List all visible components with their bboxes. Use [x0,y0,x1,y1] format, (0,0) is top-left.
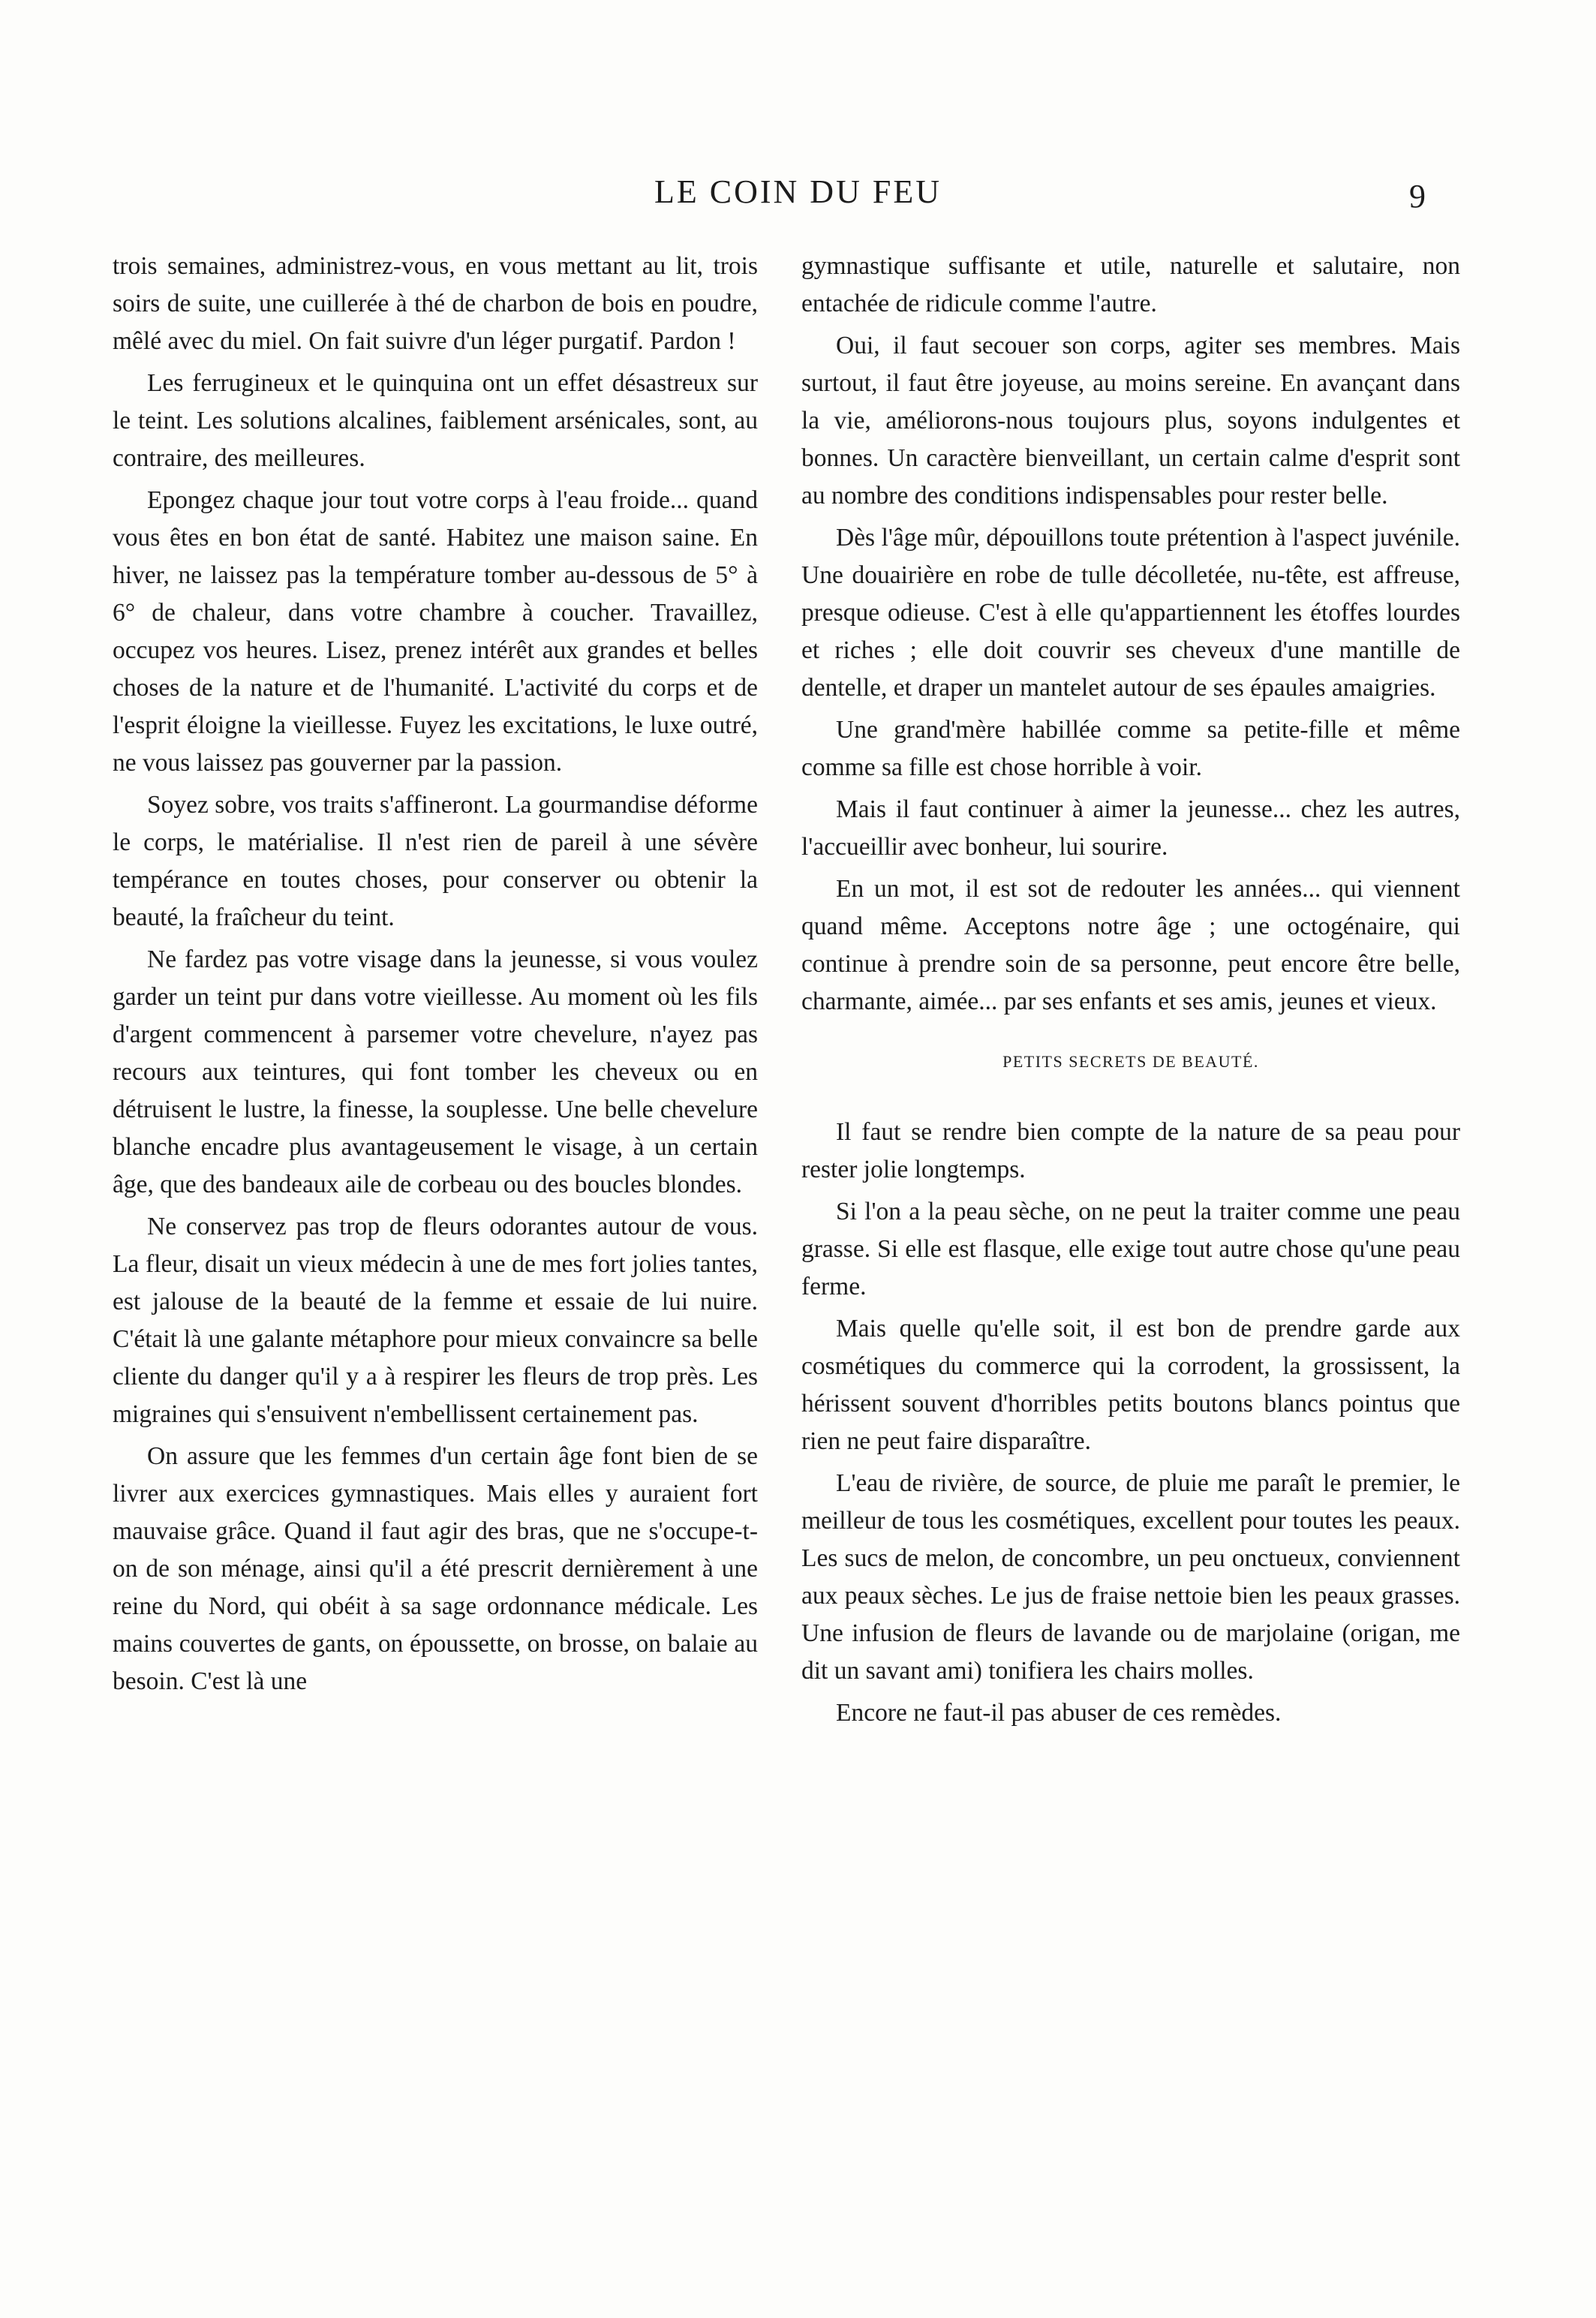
page-number: 9 [1409,178,1426,215]
section-heading: PETITS SECRETS DE BEAUTÉ. [1002,1052,1259,1071]
paragraph: L'eau de rivière, de source, de pluie me paraît le premier, le meilleur de tous les cosmétiques, excellent pour toutes les peaux. Les sucs de melon, de concombre, un peu onctueux, conviennent aux peaux sèches. Le jus de fraise nettoie bien les peaux grasses. Une infusion de fleurs de lavande ou de marjolaine (origan, me dit un savant ami) tonifiera les chairs molles. [801,1469,1460,1685]
paragraph: Une grand'mère habillée comme sa petite-fille et même comme sa fille est chose horrible à voir. [801,716,1460,781]
paragraph: Dès l'âge mûr, dépouillons toute prétention à l'aspect juvénile. Une douairière en robe de tulle décolletée, nu-tête, est affreuse, presque odieuse. C'est à elle qu'appartiennent les étoffes lourdes et riches ; elle doit couvrir ses cheveux d'une mantille de dentelle, et draper un mantelet autour de ses épaules amaigries. [801,524,1460,702]
paragraph: Mais il faut continuer à aimer la jeunesse... chez les autres, l'accueillir avec bonheur, lui sourire. [801,795,1460,861]
paragraph: gymnastique suffisante et utile, naturelle et salutaire, non entachée de ridicule comme l'autre. [801,252,1460,317]
paragraph: Encore ne faut-il pas abuser de ces remèdes. [836,1699,1282,1727]
page-header [0,164,1596,224]
paragraph: trois semaines, administrez-vous, en vous mettant au lit, trois soirs de suite, une cuillerée à thé de charbon de bois en poudre, mêlé avec du miel. On fait suivre d'un léger purgatif. Pardon ! [113,252,758,355]
paragraph: Oui, il faut secouer son corps, agiter ses membres. Mais surtout, il faut être joyeuse, au moins sereine. En avançant dans la vie, améliorons-nous toujours plus, soyons indulgentes et bonnes. Un caractère bienveillant, un certain calme d'esprit sont au nombre des conditions indispensables pour rester belle. [801,332,1460,510]
paragraph: Il faut se rendre bien compte de la nature de sa peau pour rester jolie longtemps. [801,1118,1460,1183]
right-column [801,248,1460,1736]
paragraph: Mais quelle qu'elle soit, il est bon de prendre garde aux cosmétiques du commerce qui la corrodent, la grossissent, la hérissent souvent d'horribles petits boutons blancs pointus que rien ne peut faire disparaître. [801,1315,1460,1455]
paragraph: Ne conservez pas trop de fleurs odorantes autour de vous. La fleur, disait un vieux médecin à une de mes fort jolies tantes, est jalouse de la beauté de la femme et essaie de lui nuire. C'était là une galante métaphore pour mieux convaincre sa belle cliente du danger qu'il y a à respirer les fleurs de trop près. Les migraines qui s'ensuivent n'embellissent certainement pas. [113,1213,758,1428]
running-title: LE COIN DU FEU [654,173,942,210]
paragraph: Les ferrugineux et le quinquina ont un effet désastreux sur le teint. Les solutions alcalines, faiblement arsénicales, sont, au contraire, des meilleures. [113,369,758,472]
paragraph: En un mot, il est sot de redouter les années... qui viennent quand même. Acceptons notre âge ; une octogénaire, qui continue à prendre soin de sa personne, peut encore être belle, charmante, aimée... par ses enfants et ses amis, jeunes et vieux. [801,875,1460,1015]
paragraph: Ne fardez pas votre visage dans la jeunesse, si vous voulez garder un teint pur dans votre vieillesse. Au moment où les fils d'argent commencent à parsemer votre chevelure, n'ayez pas recours aux teintures, qui font tomber les cheveux ou en détruisent le lustre, la finesse, la souplesse. Une belle chevelure blanche encadre plus avantageusement le visage, à un certain âge, que des bandeaux aile de corbeau ou des boucles blondes. [113,946,758,1198]
paragraph: Si l'on a la peau sèche, on ne peut la traiter comme une peau grasse. Si elle est flasque, elle exige tout autre chose qu'une peau ferme. [801,1198,1460,1300]
paragraph: On assure que les femmes d'un certain âge font bien de se livrer aux exercices gymnastiques. Mais elles y auraient fort mauvaise grâce. Quand il faut agir des bras, que ne s'occupe-t-on de son ménage, ainsi qu'il a été prescrit dernièrement à une reine du Nord, qui obéit à sa sage ordonnance médicale. Les mains couvertes de gants, on époussette, on brosse, on balaie au besoin. C'est là une [113,1442,758,1695]
paragraph: Epongez chaque jour tout votre corps à l'eau froide... quand vous êtes en bon état de santé. Habitez une maison saine. En hiver, ne laissez pas la température tomber au-dessous de 5° à 6° de chaleur, dans votre chambre à coucher. Travaillez, occupez vos heures. Lisez, prenez intérêt aux grandes et belles choses de la nature et de l'humanité. L'activité du corps et de l'esprit éloigne la vieillesse. Fuyez les excitations, le luxe outré, ne vous laissez pas gouverner par la passion. [113,486,758,777]
paragraph: Soyez sobre, vos traits s'affineront. La gourmandise déforme le corps, le matérialise. Il n'est rien de pareil à une sévère tempérance en toutes choses, pour conserver ou obtenir la beauté, la fraîcheur du teint. [113,791,758,931]
left-column [113,248,758,1705]
